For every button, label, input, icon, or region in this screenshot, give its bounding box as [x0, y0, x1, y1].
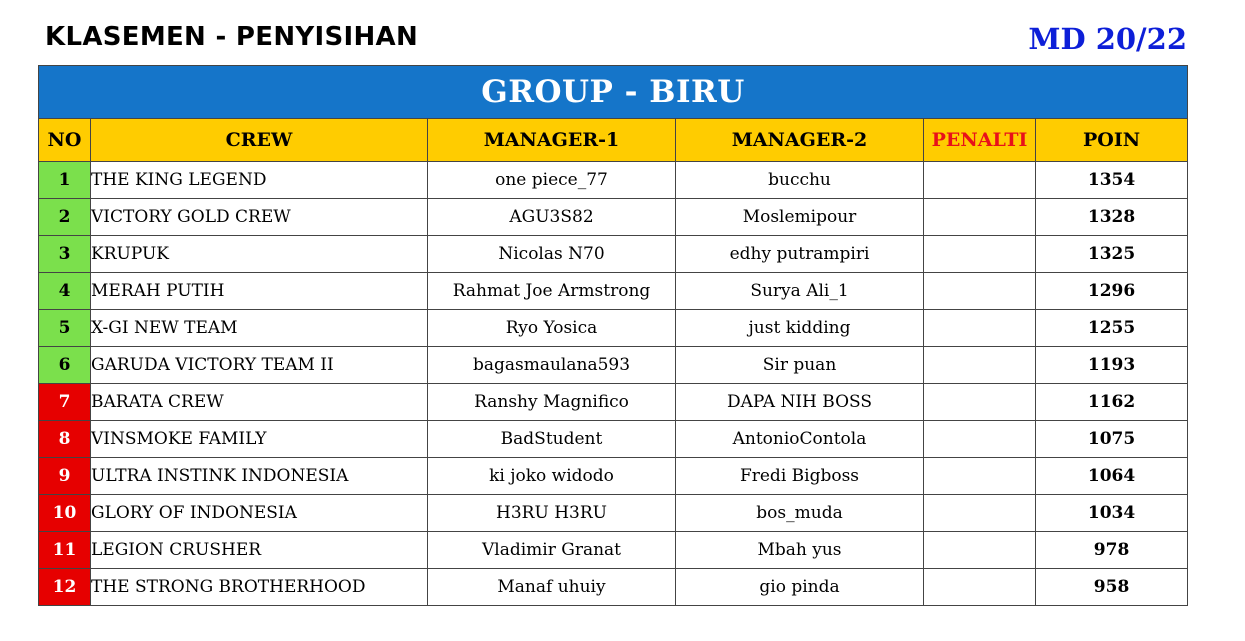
rank-cell: 11	[39, 532, 91, 569]
crew-name-cell: GLORY OF INDONESIA	[91, 495, 428, 532]
rank-cell: 2	[39, 199, 91, 236]
column-header-crew: CREW	[91, 119, 428, 162]
manager-1-cell: Nicolas N70	[428, 236, 676, 273]
penalti-cell	[924, 273, 1036, 310]
penalti-cell	[924, 236, 1036, 273]
manager-2-cell: Mbah yus	[676, 532, 924, 569]
penalti-cell	[924, 347, 1036, 384]
points-cell: 978	[1036, 532, 1188, 569]
crew-name-cell: X-GI NEW TEAM	[91, 310, 428, 347]
points-cell: 1354	[1036, 162, 1188, 199]
penalti-cell	[924, 421, 1036, 458]
manager-1-cell: AGU3S82	[428, 199, 676, 236]
manager-1-cell: Vladimir Granat	[428, 532, 676, 569]
crew-name-cell: THE KING LEGEND	[91, 162, 428, 199]
group-title: GROUP - BIRU	[39, 66, 1188, 119]
manager-1-cell: BadStudent	[428, 421, 676, 458]
table-row	[39, 569, 1188, 606]
table-row	[39, 532, 1188, 569]
column-header-manager-2: MANAGER-2	[676, 119, 924, 162]
table-row	[39, 495, 1188, 532]
table-row	[39, 310, 1188, 347]
page-title: KLASEMEN - PENYISIHAN	[45, 22, 419, 52]
table-row	[39, 347, 1188, 384]
manager-2-cell: just kidding	[676, 310, 924, 347]
manager-2-cell: edhy putrampiri	[676, 236, 924, 273]
manager-1-cell: ki joko widodo	[428, 458, 676, 495]
manager-1-cell: H3RU H3RU	[428, 495, 676, 532]
crew-name-cell: THE STRONG BROTHERHOOD	[91, 569, 428, 606]
manager-2-cell: Moslemipour	[676, 199, 924, 236]
table-row	[39, 199, 1188, 236]
crew-name-cell: MERAH PUTIH	[91, 273, 428, 310]
points-cell: 1296	[1036, 273, 1188, 310]
rank-cell: 7	[39, 384, 91, 421]
rank-cell: 6	[39, 347, 91, 384]
points-cell: 1193	[1036, 347, 1188, 384]
table-row	[39, 458, 1188, 495]
rank-cell: 3	[39, 236, 91, 273]
manager-2-cell: Surya Ali_1	[676, 273, 924, 310]
column-header-row	[39, 119, 1188, 162]
column-header-manager-1: MANAGER-1	[428, 119, 676, 162]
penalti-cell	[924, 199, 1036, 236]
matchday-label: MD 20/22	[1028, 22, 1187, 56]
points-cell: 1064	[1036, 458, 1188, 495]
manager-1-cell: bagasmaulana593	[428, 347, 676, 384]
crew-name-cell: VICTORY GOLD CREW	[91, 199, 428, 236]
rank-cell: 8	[39, 421, 91, 458]
points-cell: 958	[1036, 569, 1188, 606]
manager-1-cell: Ranshy Magnifico	[428, 384, 676, 421]
points-cell: 1325	[1036, 236, 1188, 273]
points-cell: 1328	[1036, 199, 1188, 236]
table-row	[39, 421, 1188, 458]
manager-1-cell: Rahmat Joe Armstrong	[428, 273, 676, 310]
manager-1-cell: Ryo Yosica	[428, 310, 676, 347]
manager-1-cell: Manaf uhuiy	[428, 569, 676, 606]
column-header-no: NO	[39, 119, 91, 162]
standings-table	[38, 65, 1188, 606]
manager-2-cell: Sir puan	[676, 347, 924, 384]
rank-cell: 10	[39, 495, 91, 532]
rank-cell: 4	[39, 273, 91, 310]
standings-body	[39, 162, 1188, 606]
crew-name-cell: LEGION CRUSHER	[91, 532, 428, 569]
table-row	[39, 162, 1188, 199]
rank-cell: 5	[39, 310, 91, 347]
rank-cell: 9	[39, 458, 91, 495]
crew-name-cell: ULTRA INSTINK INDONESIA	[91, 458, 428, 495]
points-cell: 1075	[1036, 421, 1188, 458]
manager-2-cell: DAPA NIH BOSS	[676, 384, 924, 421]
column-header-poin: POIN	[1036, 119, 1188, 162]
table-row	[39, 273, 1188, 310]
points-cell: 1255	[1036, 310, 1188, 347]
crew-name-cell: VINSMOKE FAMILY	[91, 421, 428, 458]
penalti-cell	[924, 495, 1036, 532]
manager-2-cell: bos_muda	[676, 495, 924, 532]
rank-cell: 12	[39, 569, 91, 606]
manager-2-cell: bucchu	[676, 162, 924, 199]
penalti-cell	[924, 310, 1036, 347]
manager-2-cell: Fredi Bigboss	[676, 458, 924, 495]
penalti-cell	[924, 162, 1036, 199]
penalti-cell	[924, 458, 1036, 495]
points-cell: 1034	[1036, 495, 1188, 532]
table-row	[39, 236, 1188, 273]
crew-name-cell: KRUPUK	[91, 236, 428, 273]
table-row	[39, 384, 1188, 421]
penalti-cell	[924, 569, 1036, 606]
column-header-penalti: PENALTI	[924, 119, 1036, 162]
rank-cell: 1	[39, 162, 91, 199]
manager-2-cell: AntonioContola	[676, 421, 924, 458]
penalti-cell	[924, 532, 1036, 569]
manager-2-cell: gio pinda	[676, 569, 924, 606]
crew-name-cell: GARUDA VICTORY TEAM II	[91, 347, 428, 384]
crew-name-cell: BARATA CREW	[91, 384, 428, 421]
points-cell: 1162	[1036, 384, 1188, 421]
manager-1-cell: one piece_77	[428, 162, 676, 199]
penalti-cell	[924, 384, 1036, 421]
